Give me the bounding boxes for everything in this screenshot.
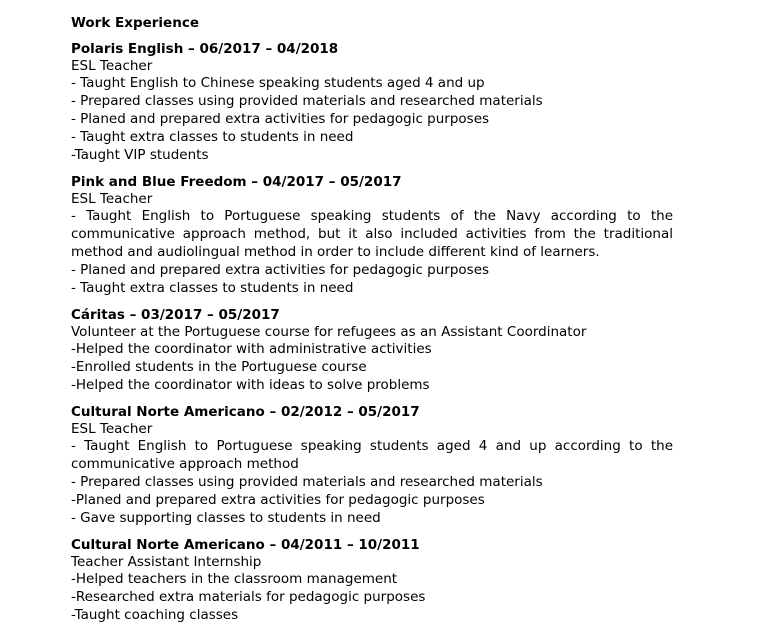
job-item: - Taught English to Portuguese speaking students aged 4 and up according to the communicative approach method <box>71 438 673 472</box>
resume-page <box>71 14 673 634</box>
job-role: Volunteer at the Portuguese course for refugees as an Assistant Coordinator <box>71 324 587 340</box>
job-item: -Helped the coordinator with ideas to solve problems <box>71 377 430 393</box>
job-item: -Taught coaching classes <box>71 607 239 623</box>
job-entry-polaris <box>71 41 673 164</box>
job-item: -Enrolled students in the Portuguese course <box>71 359 367 375</box>
job-item: -Helped teachers in the classroom management <box>71 571 398 587</box>
job-entry-cultural-norte-americano-internship <box>71 537 673 624</box>
job-item: - Taught extra classes to students in need <box>71 280 354 296</box>
job-item: - Gave supporting classes to students in need <box>71 510 381 526</box>
job-entry-caritas <box>71 307 673 394</box>
job-item: -Researched extra materials for pedagogic purposes <box>71 589 426 605</box>
job-item: - Prepared classes using provided materials and researched materials <box>71 474 543 490</box>
job-heading: Cáritas – 03/2017 – 05/2017 <box>71 307 280 323</box>
job-item: - Prepared classes using provided materials and researched materials <box>71 93 543 109</box>
job-entry-cultural-norte-americano-esl <box>71 404 673 527</box>
section-title: Work Experience <box>71 15 199 31</box>
job-item: -Helped the coordinator with administrative activities <box>71 341 432 357</box>
job-heading: Cultural Norte Americano – 02/2012 – 05/2017 <box>71 404 420 420</box>
job-item: - Planed and prepared extra activities for pedagogic purposes <box>71 111 490 127</box>
job-heading: Polaris English – 06/2017 – 04/2018 <box>71 41 339 57</box>
job-role: ESL Teacher <box>71 191 153 207</box>
job-item: - Taught extra classes to students in need <box>71 129 354 145</box>
job-item: -Planed and prepared extra activities for pedagogic purposes <box>71 492 485 508</box>
job-heading: Pink and Blue Freedom – 04/2017 – 05/2017 <box>71 174 402 190</box>
job-role: Teacher Assistant Internship <box>71 554 262 570</box>
job-role: ESL Teacher <box>71 421 153 437</box>
job-item: -Taught VIP students <box>71 147 209 163</box>
job-heading: Cultural Norte Americano – 04/2011 – 10/2011 <box>71 537 420 553</box>
job-item: - Taught English to Chinese speaking students aged 4 and up <box>71 75 485 91</box>
job-entry-pink-and-blue <box>71 174 673 297</box>
job-role: ESL Teacher <box>71 58 153 74</box>
job-item: - Planed and prepared extra activities for pedagogic purposes <box>71 262 490 278</box>
job-item: - Taught English to Portuguese speaking students of the Navy according to the communicative approach method, but it also included activities from the traditional method and audiolingual method in order to include different kind of learners. <box>71 208 673 260</box>
